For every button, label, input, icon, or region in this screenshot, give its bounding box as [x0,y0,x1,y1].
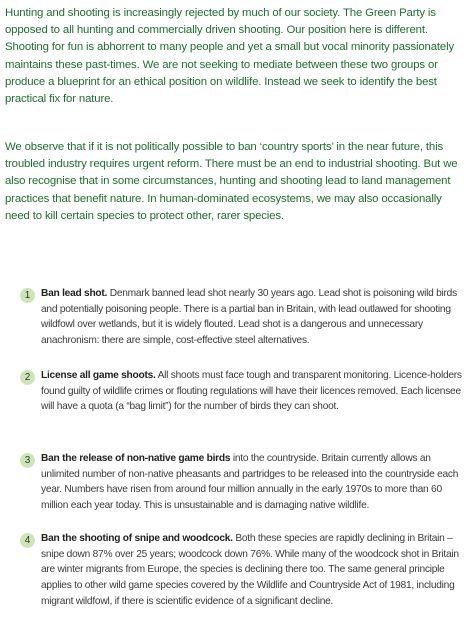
policy-item-title: Ban the shooting of snipe and woodcock [41,533,231,544]
policy-item-body: All shoots must face tough and transparent monitoring. Licence-holders found guilty of wildlife crimes or flouting regulations will have their licences removed. Each licensee will have a quota (a “bag limit”) for the number of birds they can shoot. [41,370,462,413]
item-number-badge: 1 [20,288,35,303]
policy-item-title-separator: . [153,370,156,381]
policy-item-title: Ban the release of non-native game birds [41,453,231,464]
policy-item-title: Ban lead shot [41,288,105,299]
policy-item-body: into the countryside. Britain currently allows an unlimited number of non-native pheasants and partridges to be released into the countryside each year. Numbers have risen from around four million annually in the early 1970s to more than 60 million each year today. This is unsustainable and is damaging native wildlife. [41,453,459,512]
policy-item-body: Denmark banned lead shot nearly 30 years ago. Lead shot is poisoning wild birds and potentially poisoning people. There is a partial ban in Britain, with lead outlawed for shooting wildfowl over wetlands, but it is widely flouted. Lead shot is a dangerous and unnecessary anachronism: there are simple, cost-effective steel alternatives. [41,288,457,347]
item-number-badge: 2 [20,370,35,385]
policy-item-text [41,451,465,514]
item-number-badge: 3 [20,453,35,468]
policy-item-title-separator: . [230,533,233,544]
policy-item-text [41,368,465,415]
policy-item-body: Both these species are rapidly declining in Britain – snipe down 87% over 25 years; woodcock down 76%. While many of the woodcock shot in Britain are winter migrants from Europe, the species is declining there too. The same general principle applies to other wild game species covered by the Wildlife and Countryside Act of 1981, including migrant wildfowl, if there is scientific evidence of a significant decline. [41,533,459,607]
policy-item-title-separator: . [104,288,108,299]
intro-paragraph: Hunting and shooting is increasingly rejected by much of our society. The Green Party is opposed to all hunting and commercially driven shooting. Our position here is different. Shooting for fun is abhorrent to many people and yet a small but vocal minority passionately maintains these past-times. We are not seeking to mediate between these two groups or produce a blueprint for an ethical position on wildlife. Instead we seek to identify the best practical fix for nature. [5,7,455,106]
intro-paragraph: We observe that if it is not politically possible to ban ‘country sports’ in the near future, this troubled industry requires urgent reform. There must be an end to industrial shooting. But we also recognise that in some circumstances, hunting and shooting lead to land management practices that benefit nature. In human-dominated ecosystems, we may also occasionally need to kill certain species to protect other, rarer species. [5,141,458,222]
policy-item-text [41,531,465,610]
policy-item-title: License all game shoots [41,370,154,381]
item-number-badge: 4 [20,533,35,548]
policy-item-text [41,286,465,349]
